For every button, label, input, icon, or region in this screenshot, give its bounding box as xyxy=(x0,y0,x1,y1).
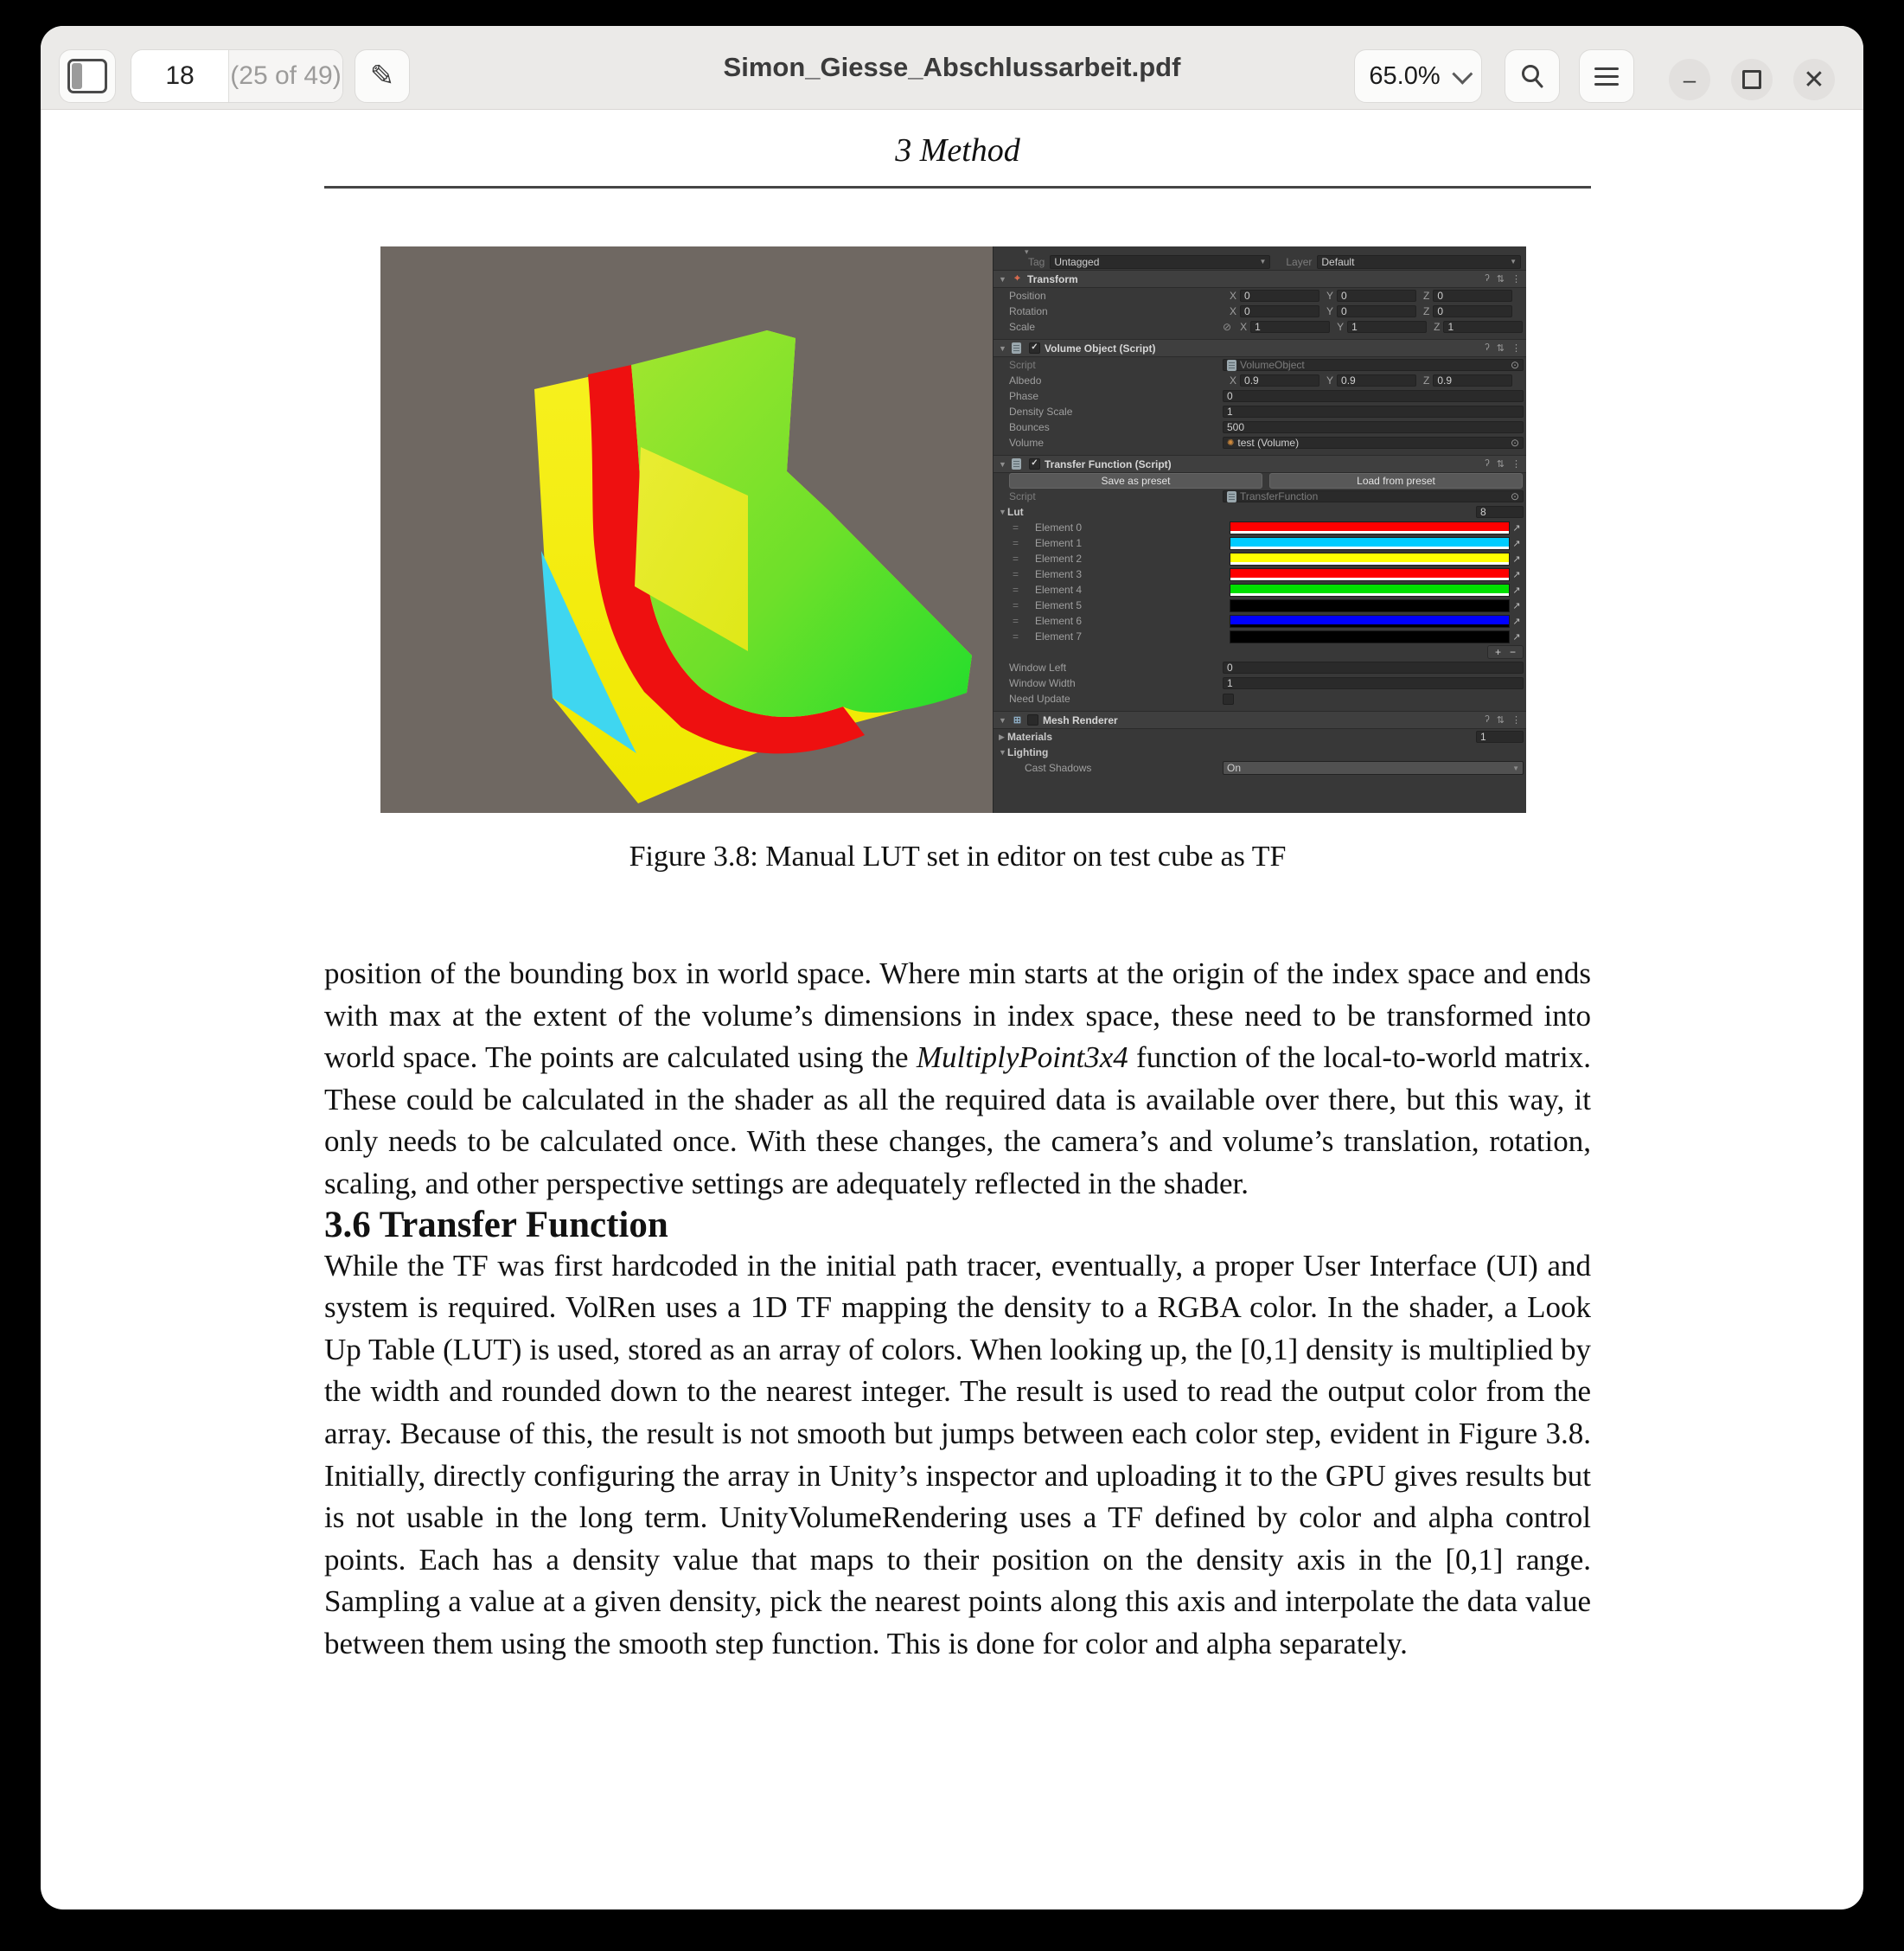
drag-handle-icon[interactable]: = xyxy=(1013,584,1019,596)
body-text xyxy=(324,953,1591,1666)
cube-render-image xyxy=(380,246,993,813)
help-icon[interactable]: ʔ xyxy=(1485,714,1490,725)
inspector-row-lut xyxy=(994,504,1526,520)
presets-icon[interactable]: ⇅ xyxy=(1496,343,1505,354)
component-gap xyxy=(994,776,1526,780)
axis-label: X xyxy=(1230,305,1237,317)
inspector-top-strip: ▾ xyxy=(994,246,1526,253)
pdf-viewer-window xyxy=(41,26,1863,1909)
search-button[interactable] xyxy=(1505,49,1560,103)
swatch-alpha-bar xyxy=(1230,640,1509,643)
sidebar-toggle-button[interactable] xyxy=(59,49,116,103)
lut-element-row xyxy=(994,566,1526,582)
inspector-row-script xyxy=(994,489,1526,504)
field-label: Scale xyxy=(1009,321,1036,333)
component-enabled-checkbox[interactable]: ✓ xyxy=(1029,342,1040,354)
presets-icon[interactable]: ⇅ xyxy=(1496,459,1505,470)
element-label: Element 1 xyxy=(1035,537,1083,549)
section-heading: 3.6 Transfer Function xyxy=(324,1204,668,1245)
eyedropper-icon[interactable]: ↗ xyxy=(1512,522,1521,534)
transform-icon: ⌖ xyxy=(1014,273,1020,284)
swatch-alpha-bar xyxy=(1230,593,1509,596)
script-reference-field[interactable] xyxy=(1223,490,1524,502)
inspector-row-albedo xyxy=(994,373,1526,388)
swatch-color xyxy=(1230,616,1509,624)
remove-element-button[interactable]: − xyxy=(1509,646,1516,658)
x-field[interactable]: 0.9 xyxy=(1240,374,1319,387)
field-label: Position xyxy=(1009,290,1046,302)
script-file-icon xyxy=(1227,491,1236,502)
axis-label: Y xyxy=(1326,305,1334,317)
dropdown-arrow-icon: ▼ xyxy=(1259,258,1267,265)
maximize-icon xyxy=(1742,70,1761,89)
eyedropper-icon[interactable]: ↗ xyxy=(1512,569,1521,580)
swatch-color xyxy=(1230,553,1509,562)
save-preset-button[interactable]: Save as preset xyxy=(1009,473,1262,489)
inspector-row-window-left xyxy=(994,660,1526,675)
tag-label: Tag xyxy=(1028,255,1045,268)
swatch-alpha-bar xyxy=(1230,547,1509,549)
array-size-field[interactable]: 1 xyxy=(1476,731,1524,743)
y-field[interactable]: 0 xyxy=(1337,305,1416,317)
axis-label: X xyxy=(1230,374,1237,387)
help-icon[interactable]: ʔ xyxy=(1485,342,1490,353)
annotate-button[interactable] xyxy=(355,49,410,103)
tag-dropdown[interactable]: Untagged ▼ xyxy=(1050,255,1270,269)
field-label: Phase xyxy=(1009,390,1039,402)
swatch-color xyxy=(1230,538,1509,547)
page-navigation xyxy=(131,49,343,103)
swatch-color xyxy=(1230,522,1509,531)
field-label: Need Update xyxy=(1009,693,1070,705)
lut-element-row xyxy=(994,520,1526,535)
axis-label: Z xyxy=(1423,305,1430,317)
header-icons xyxy=(1485,342,1521,354)
foldout-icon[interactable]: ▼ xyxy=(999,459,1006,469)
axis-label: Z xyxy=(1423,290,1430,302)
close-icon: ✕ xyxy=(1803,65,1825,94)
swatch-alpha-bar xyxy=(1230,609,1509,611)
element-label: Element 4 xyxy=(1035,584,1083,596)
inspector-row-rotation xyxy=(994,304,1526,319)
more-icon[interactable]: ⋮ xyxy=(1511,343,1521,354)
drag-handle-icon[interactable]: = xyxy=(1013,537,1019,549)
component-title: Transfer Function (Script) xyxy=(1045,457,1172,470)
inspector-row-cast-shadows xyxy=(994,760,1526,776)
link-icon[interactable]: ⊘ xyxy=(1223,321,1232,333)
drag-handle-icon[interactable]: = xyxy=(1013,630,1019,643)
element-label: Element 0 xyxy=(1035,521,1083,534)
swatch-color xyxy=(1230,600,1509,609)
foldout-icon[interactable]: ▼ xyxy=(999,508,1006,516)
field-label: Window Width xyxy=(1009,677,1076,689)
more-icon[interactable]: ⋮ xyxy=(1511,274,1521,285)
object-name: test (Volume) xyxy=(1237,436,1300,449)
more-icon[interactable]: ⋮ xyxy=(1511,715,1521,726)
inspector-row-position xyxy=(994,288,1526,304)
document-title: Simon_Giesse_Abschlussarbeit.pdf xyxy=(723,52,1181,82)
lut-element-row xyxy=(994,598,1526,613)
main-menu-button[interactable] xyxy=(1579,49,1634,103)
eyedropper-icon[interactable]: ↗ xyxy=(1512,585,1521,596)
drag-handle-icon[interactable]: = xyxy=(1013,615,1019,627)
inspector-row-window-width xyxy=(994,675,1526,691)
foldout-icon[interactable]: ▶ xyxy=(999,732,1005,741)
preset-buttons-row xyxy=(994,473,1526,489)
zoom-level-dropdown[interactable] xyxy=(1354,49,1482,103)
zoom-level-value: 65.0% xyxy=(1369,61,1441,90)
swatch-alpha-bar xyxy=(1230,562,1509,565)
foldout-icon[interactable]: ▼ xyxy=(999,748,1006,757)
paragraph-1: position of the bounding box in world space. Where min starts at the origin of the index space and ends with max at the extent of the volume’s dimensions in index space, these need to be transformed into world space. The points are calculated using the MultiplyPoint3x4 function of the local-to-world matrix. These could be calculated in the shader as all the required data is available over there, but this way, it only needs to be calculated once. With these changes, the camera’s and volume’s translation, rotation, scaling, and other perspective settings are adequately reflected in the shader. xyxy=(324,956,1592,1200)
element-label: Element 6 xyxy=(1035,615,1083,627)
value-checkbox[interactable] xyxy=(1223,694,1234,705)
swatch-color xyxy=(1230,569,1509,578)
z-field[interactable]: 1 xyxy=(1443,321,1523,333)
swatch-color xyxy=(1230,585,1509,593)
dropdown-arrow-icon: ▼ xyxy=(1510,258,1517,265)
page-count-label: (25 of 49) xyxy=(229,50,342,102)
script-icon xyxy=(1012,342,1021,354)
script-icon xyxy=(1012,458,1021,470)
layer-dropdown[interactable]: Default ▼ xyxy=(1317,255,1521,269)
color-swatch[interactable] xyxy=(1230,599,1510,612)
inspector-row-lighting xyxy=(994,745,1526,760)
z-field[interactable]: 0 xyxy=(1433,305,1512,317)
array-footer-row xyxy=(994,644,1526,660)
field-label: Albedo xyxy=(1009,374,1042,387)
titlebar xyxy=(41,26,1863,110)
drag-handle-icon[interactable]: = xyxy=(1013,553,1019,565)
drag-handle-icon[interactable]: = xyxy=(1013,521,1019,534)
search-icon xyxy=(1519,63,1545,89)
color-swatch[interactable] xyxy=(1230,537,1510,550)
foldout-icon[interactable]: ▼ xyxy=(999,715,1006,725)
eyedropper-icon[interactable]: ↗ xyxy=(1512,553,1521,565)
lut-element-row xyxy=(994,582,1526,598)
z-field[interactable]: 0 xyxy=(1433,290,1512,302)
object-picker-icon[interactable]: ⊙ xyxy=(1510,489,1519,502)
field-label: Volume xyxy=(1009,437,1045,449)
color-swatch[interactable] xyxy=(1230,615,1510,628)
page-number-input[interactable]: 18 xyxy=(131,50,229,102)
object-picker-icon[interactable]: ⊙ xyxy=(1510,436,1519,449)
color-swatch[interactable] xyxy=(1230,584,1510,597)
sidebar-icon xyxy=(67,59,107,93)
paragraph-2: While the TF was first hardcoded in the initial path tracer, eventually, a proper User Interface (UI) and system is required. VolRen uses a 1D TF mapping the density to a RGBA color. In the shader, a Look Up Table (LUT) is used, stored as an array of colors. When looking up, the [0,1] density is multiplied by the width and rounded down to the nearest integer. The result is used to read the output color from the array. Because of this, the result is not smooth but jumps between each color step, evident in Figure 3.8. Initially, directly configuring the array in Unity’s inspector and uploading it to the GPU gives results but is not usable in the long term. UnityVolumeRendering uses a TF defined by color and alpha control points. Each has a density value that maps to their position on the density axis in the [0,1] range. Sampling a value at a given density, pick the nearest points along this axis and interpolate the data value between them using the smooth step function. This is done for color and alpha separately. xyxy=(324,1248,1591,1660)
minimize-icon: – xyxy=(1683,66,1696,93)
field-label: Script xyxy=(1009,359,1036,371)
axis-label: Y xyxy=(1326,290,1334,302)
component-title: Volume Object (Script) xyxy=(1045,342,1156,355)
field-label: Window Left xyxy=(1009,662,1067,674)
component-title: Mesh Renderer xyxy=(1043,713,1118,726)
foldout-icon[interactable]: ▼ xyxy=(999,343,1006,353)
load-preset-button[interactable]: Load from preset xyxy=(1269,473,1523,489)
x-field[interactable]: 0 xyxy=(1240,305,1319,317)
object-reference-field[interactable] xyxy=(1223,437,1524,449)
tag-layer-row xyxy=(994,253,1526,270)
value-field[interactable]: 0 xyxy=(1223,390,1524,402)
figure-3-8 xyxy=(380,246,1526,813)
field-label: Bounces xyxy=(1009,421,1050,433)
figure-caption: Figure 3.8: Manual LUT set in editor on test cube as TF xyxy=(629,841,1287,873)
maximize-button[interactable] xyxy=(1731,59,1773,100)
color-swatch[interactable] xyxy=(1230,630,1510,643)
y-field[interactable]: 0.9 xyxy=(1337,374,1416,387)
pencil-icon: ✎ xyxy=(369,60,395,93)
element-label: Element 7 xyxy=(1035,630,1083,643)
inspector-row-script xyxy=(994,357,1526,373)
element-label: Element 5 xyxy=(1035,599,1083,611)
swatch-alpha-bar xyxy=(1230,624,1509,627)
array-footer xyxy=(1487,645,1524,659)
inspector-row-bounces xyxy=(994,419,1526,435)
lut-element-row xyxy=(994,629,1526,644)
axis-label: X xyxy=(1230,290,1237,302)
close-button[interactable] xyxy=(1793,59,1835,100)
axis-label: Z xyxy=(1434,321,1441,333)
drag-handle-icon[interactable]: = xyxy=(1013,599,1019,611)
drag-handle-icon[interactable]: = xyxy=(1013,568,1019,580)
y-field[interactable]: 1 xyxy=(1347,321,1427,333)
header-icons xyxy=(1485,458,1521,470)
component-header-volume-object-script[interactable] xyxy=(994,339,1526,357)
lut-element-row xyxy=(994,551,1526,566)
chapter-running-header: 3 Method xyxy=(895,132,1020,169)
cube-render-view xyxy=(380,246,993,813)
axis-label: Z xyxy=(1423,374,1430,387)
component-header-transform[interactable] xyxy=(994,270,1526,288)
dropdown-value: On xyxy=(1227,762,1242,774)
component-header-transfer-function-script[interactable] xyxy=(994,455,1526,473)
multiplypoint-term: MultiplyPoint3x4 xyxy=(916,1040,1128,1075)
component-title: Transform xyxy=(1027,272,1078,285)
element-label: Element 2 xyxy=(1035,553,1083,565)
component-enabled-checkbox[interactable]: ✓ xyxy=(1029,458,1040,470)
subsection-label: Lighting xyxy=(1007,746,1049,758)
axis-label: X xyxy=(1240,321,1248,333)
inspector-row-scale xyxy=(994,319,1526,335)
presets-icon[interactable]: ⇅ xyxy=(1496,715,1505,726)
help-icon[interactable]: ʔ xyxy=(1485,273,1490,284)
array-label: Lut xyxy=(1007,506,1024,518)
layer-label: Layer xyxy=(1286,255,1313,268)
component-header-mesh-renderer[interactable] xyxy=(994,711,1526,729)
y-field[interactable]: 0 xyxy=(1337,290,1416,302)
script-name: TransferFunction xyxy=(1240,489,1319,502)
add-element-button[interactable]: + xyxy=(1494,646,1501,658)
field-label: Rotation xyxy=(1009,305,1048,317)
header-icons xyxy=(1485,273,1521,285)
field-label: Density Scale xyxy=(1009,406,1073,418)
unity-inspector-panel xyxy=(993,246,1526,813)
inspector-row-need-update xyxy=(994,691,1526,707)
swatch-alpha-bar xyxy=(1230,531,1509,534)
object-picker-icon[interactable]: ⊙ xyxy=(1510,358,1519,371)
inspector-row-density-scale xyxy=(994,404,1526,419)
foldout-icon[interactable]: ▼ xyxy=(999,274,1006,284)
chevron-down-icon xyxy=(1452,63,1473,84)
x-field[interactable]: 1 xyxy=(1250,321,1330,333)
lut-element-row xyxy=(994,535,1526,551)
value-field[interactable]: 1 xyxy=(1223,677,1524,689)
eyedropper-icon[interactable]: ↗ xyxy=(1512,631,1521,643)
dropdown-field[interactable] xyxy=(1223,761,1524,775)
hamburger-icon xyxy=(1594,67,1619,70)
mesh-icon: ⊞ xyxy=(1013,715,1022,726)
color-swatch[interactable] xyxy=(1230,553,1510,566)
volume-asset-icon: ✺ xyxy=(1227,438,1235,448)
lut-element-row xyxy=(994,613,1526,629)
eyedropper-icon[interactable]: ↗ xyxy=(1512,600,1521,611)
value-field[interactable]: 0 xyxy=(1223,662,1524,674)
help-icon[interactable]: ʔ xyxy=(1485,458,1490,469)
script-name: VolumeObject xyxy=(1240,358,1305,371)
color-swatch[interactable] xyxy=(1230,521,1510,534)
dropdown-arrow-icon: ▼ xyxy=(1512,764,1519,772)
z-field[interactable]: 0.9 xyxy=(1433,374,1512,387)
array-size-field[interactable]: 8 xyxy=(1476,506,1524,518)
x-field[interactable]: 0 xyxy=(1240,290,1319,302)
minimize-button[interactable] xyxy=(1669,59,1710,100)
header-rule xyxy=(324,186,1591,189)
presets-icon[interactable]: ⇅ xyxy=(1496,274,1505,285)
element-label: Element 3 xyxy=(1035,568,1083,580)
header-icons xyxy=(1485,714,1521,726)
inspector-row-phase xyxy=(994,388,1526,404)
swatch-color xyxy=(1230,631,1509,640)
component-enabled-checkbox[interactable] xyxy=(1027,714,1038,726)
value-field[interactable]: 1 xyxy=(1223,406,1524,418)
inspector-row-materials xyxy=(994,729,1526,745)
color-swatch[interactable] xyxy=(1230,568,1510,581)
script-file-icon xyxy=(1227,360,1236,371)
inspector-row-volume xyxy=(994,435,1526,451)
eyedropper-icon[interactable]: ↗ xyxy=(1512,538,1521,549)
axis-label: Y xyxy=(1337,321,1345,333)
eyedropper-icon[interactable]: ↗ xyxy=(1512,616,1521,627)
field-label: Script xyxy=(1009,490,1036,502)
array-label: Materials xyxy=(1007,731,1053,743)
axis-label: Y xyxy=(1326,374,1334,387)
more-icon[interactable]: ⋮ xyxy=(1511,459,1521,470)
swatch-alpha-bar xyxy=(1230,578,1509,580)
field-label: Cast Shadows xyxy=(1025,762,1092,774)
script-reference-field[interactable] xyxy=(1223,359,1524,371)
value-field[interactable]: 500 xyxy=(1223,421,1524,433)
